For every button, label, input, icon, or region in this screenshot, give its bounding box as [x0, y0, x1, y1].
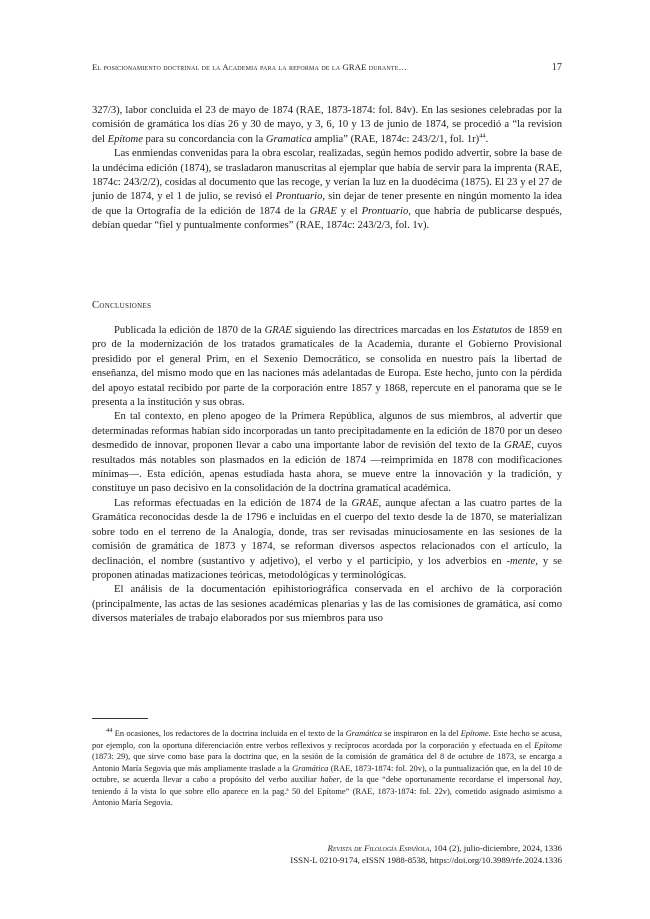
running-header	[92, 62, 562, 73]
paragraph: Las reformas efectuadas en la edición de 1874 de la GRAE, aunque afectan a las cuatro partes de la Gramática reconocidas desde la de 1796 e incluidas en el cuerpo del texto desde la de 1870, se materializan sobre todo en el terreno de la Analogía, donde, tras ser revisadas minuciosamente en las sesiones de la comisión de gramática de 1873 y 1874, se reforman diversos aspectos relacionados con el artículo, la declinación, el nombre (sustantivo y adjetivo), el verbo y el participio, y los adverbios en -mente, y se proponen atinadas matizaciones teóricas, metodológicas y terminológicas.	[92, 497, 562, 581]
footnote-text: $^{44}$ En ocasiones, los redactores de la doctrina incluida en el texto de la Gramática se inspiraron en la del Epítome. Este hecho se acusa, por ejemplo, con la oportuna diferenciación entre verbos reflexivos y recíprocos acordada por la corporación y efectuada en el Epítome (1873: 29), que sirve como base para la doctrina que, en la sesión de la comisión de gramática del 8 de octubre de 1873, se encarga a Antonio María Segovia que más ampliamente traslade a la Gramática (RAE, 1873-1874: fol. 20v), o la puntualización que, en la del 10 de octubre, se acuerda llevar a cabo a propósito del verbo auxiliar haber, de la que “debe oportunamente recordarse el impersonal hay, teniendo á la vista lo que sobre ello aparece en la pag.ª 50 del Epítome” (RAE, 1873-1874: fol. 22v), cometido asignado asimismo a Antonio María Segovia.	[92, 727, 562, 807]
paragraph: Publicada la edición de 1870 de la GRAE siguiendo las directrices marcadas en los Estatutos de 1859 en pro de la modernización de los tratados gramaticales de la Academia, durante el Gobierno Provisional presidido por el general Prim, en el Sexenio Democrático, se consolida en nuestro país la libertad de enseñanza, del mismo modo que en las naciones más adelantadas de Europa. Este hecho, junto con la pérdida del apoyo estatal recibido por parte de la corporación entre 1857 y 1868, repercute en el panorama que se le presenta a la institución y sus obras.	[92, 325, 562, 409]
running-title: El posicionamiento doctrinal de la Academia para la reforma de la GRAE durante…	[92, 62, 408, 72]
body-text-top	[92, 104, 562, 234]
journal-footer	[92, 842, 562, 866]
paragraph: 327/3), labor concluida el 23 de mayo de 1874 (RAE, 1873-1874: fol. 84v). En las sesiones celebradas por la comisión de gramática los días 26 y 30 de mayo, y 3, 6, 10 y 13 de junio de 1874, se procedió a “la revision del Epítome para su concordancia con la Gramatica amplia” (RAE, 1874c: 243/2/1, fol. 1r)$^{44}$.	[92, 105, 562, 145]
footnote	[92, 728, 562, 809]
body-text-conclusions	[92, 324, 562, 627]
footnote-divider	[92, 718, 148, 719]
page-number: 17	[551, 62, 562, 73]
paragraph: En tal contexto, en pleno apogeo de la Primera República, algunos de sus miembros, al advertir que determinadas reformas habían sido incorporadas un tanto precipitadamente en la edición de 1870 por un deseo desmedido de innovar, proponen llevar a cabo una importante labor de revisión del texto de la GRAE, cuyos resultados más notables son plasmados en la edición de 1874 —reimprimida en 1878 con modificaciones mínimas—. Esta edición, apenas estudiada hasta ahora, se mueve entre la innovación y la tradición, y constituye un paso decisivo en la consolidación de la doctrina gramatical académica.	[92, 411, 562, 495]
footnote-ref[interactable]: 44	[479, 132, 486, 140]
journal-citation: Revista de Filología Española, 104 (2), julio-diciembre, 2024, 1336	[327, 843, 562, 853]
issn-doi: ISSN-L 0210-9174, eISSN 1988-8538, https://doi.org/10.3989/rfe.2024.1336	[290, 855, 562, 865]
paragraph: El análisis de la documentación epihistoriográfica conservada en el archivo de la corporación (principalmente, las actas de las sesiones académicas plenarias y las de las comisiones de gramática, así como diversos materiales de trabajo elaborados por sus miembros para uso	[92, 584, 562, 625]
section-heading: Conclusiones	[92, 300, 152, 311]
footnote-number: 44	[106, 727, 113, 735]
paragraph: Las enmiendas convenidas para la obra escolar, realizadas, según hemos podido advertir, sobre la base de la undécima edición (1874), se trasladaron manuscritas al ejemplar que había de servir para la imprenta (RAE, 1874c: 243/2/2), cosidas al documento que las recoge, y verían la luz en la duodécima (1875). El 23 y el 27 de junio de 1874, y el 1 de julio, se revisó el Prontuario, sin dejar de tener presente en ningún momento la idea de que la Ortografía de la edición de 1874 de la GRAE y el Prontuario, que habría de publicarse después, debían quedar “fiel y puntualmente conformes” (RAE, 1874c: 243/2/3, fol. 1v).	[92, 148, 562, 232]
